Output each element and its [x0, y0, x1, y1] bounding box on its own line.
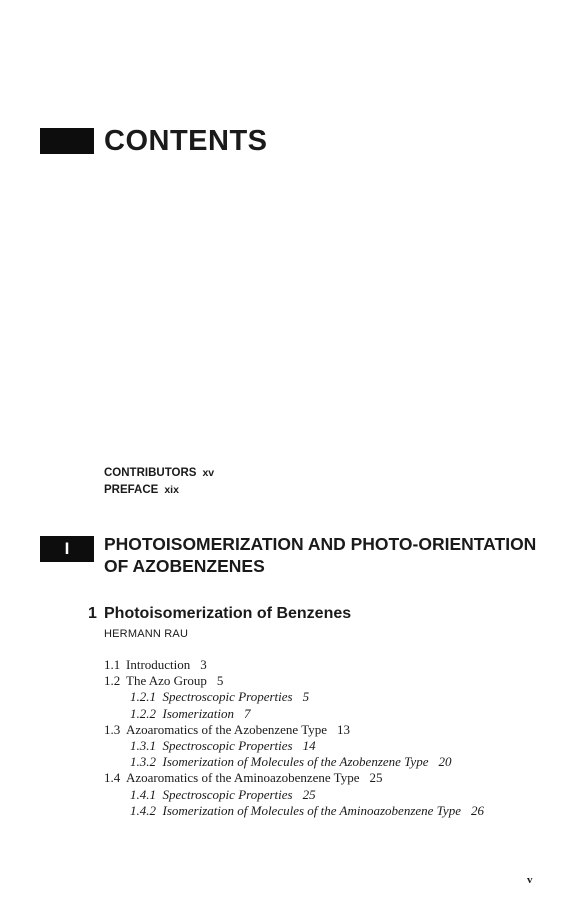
toc-subentry[interactable] — [104, 706, 544, 722]
toc-subentry[interactable] — [104, 787, 544, 803]
front-matter-page: xv — [202, 467, 215, 479]
entry-number: 1.4 — [104, 770, 121, 786]
toc-entry[interactable] — [104, 722, 544, 738]
front-matter-item-contributors[interactable] — [104, 465, 214, 482]
entry-page: 13 — [337, 721, 350, 737]
entry-page: 3 — [200, 657, 207, 672]
entry-number: 1.2 — [104, 673, 121, 689]
entry-title: Spectroscopic Properties — [162, 689, 293, 705]
entry-title: Azoaromatics of the Aminoazobenzene Type — [126, 770, 360, 786]
entry-title: Isomerization of Molecules of the Aminoazobenzene Type — [162, 802, 461, 818]
front-matter-label: PREFACE — [104, 484, 159, 496]
toc-entry[interactable] — [104, 770, 544, 786]
entry-number: 1.4.2 — [130, 802, 156, 818]
toc-subentry[interactable] — [104, 738, 544, 754]
part-title[interactable]: PHOTOISOMERIZATION AND PHOTO-ORIENTATION OF AZOBENZENES — [104, 534, 537, 576]
toc-entry[interactable] — [104, 657, 544, 673]
entry-page: 26 — [470, 802, 484, 818]
entry-title: Azoaromatics of the Azobenzene Type — [126, 721, 327, 737]
page-number: v — [527, 874, 533, 886]
entry-title: Spectroscopic Properties — [162, 738, 293, 754]
entry-page: 5 — [302, 689, 310, 705]
entry-title: Spectroscopic Properties — [162, 786, 293, 802]
entry-title: Isomerization of Molecules of the Azobenzene Type — [162, 754, 429, 770]
toc-entry[interactable] — [104, 673, 544, 689]
chapter-title: Photoisomerization of Benzenes — [104, 605, 352, 622]
toc-subentry[interactable] — [104, 754, 544, 770]
entry-number: 1.3.2 — [130, 754, 156, 770]
entry-number: 1.2.2 — [130, 705, 156, 721]
front-matter-page: xix — [164, 484, 179, 496]
toc-entries — [104, 657, 544, 819]
toc-subentry[interactable] — [104, 689, 544, 705]
entry-page: 5 — [216, 673, 224, 689]
front-matter-item-preface[interactable] — [104, 482, 214, 499]
entry-title: The Azo Group — [126, 673, 207, 689]
front-matter-label: CONTRIBUTORS — [104, 467, 197, 479]
entry-page: 7 — [244, 705, 251, 721]
entry-page: 20 — [438, 754, 452, 770]
entry-number: 1.4.1 — [130, 786, 156, 802]
chapter-number: 1 — [88, 605, 97, 622]
entry-page: 25 — [302, 786, 316, 802]
entry-title: Introduction — [126, 657, 191, 672]
entry-title: Isomerization — [162, 705, 234, 721]
entry-number: 1.3 — [104, 721, 121, 737]
chapter-heading[interactable] — [88, 604, 351, 624]
toc-subentry[interactable] — [104, 803, 544, 819]
entry-page: 25 — [369, 770, 383, 786]
entry-number: 1.3.1 — [130, 738, 156, 754]
entry-number: 1.2.1 — [130, 689, 156, 705]
chapter-author: HERMANN RAU — [104, 628, 189, 640]
front-matter-list — [104, 465, 214, 499]
contents-title: CONTENTS — [104, 125, 268, 157]
contents-heading-block — [40, 128, 94, 154]
entry-number: 1.1 — [104, 657, 121, 672]
part-numeral: I — [64, 539, 70, 558]
entry-page: 14 — [302, 738, 316, 754]
